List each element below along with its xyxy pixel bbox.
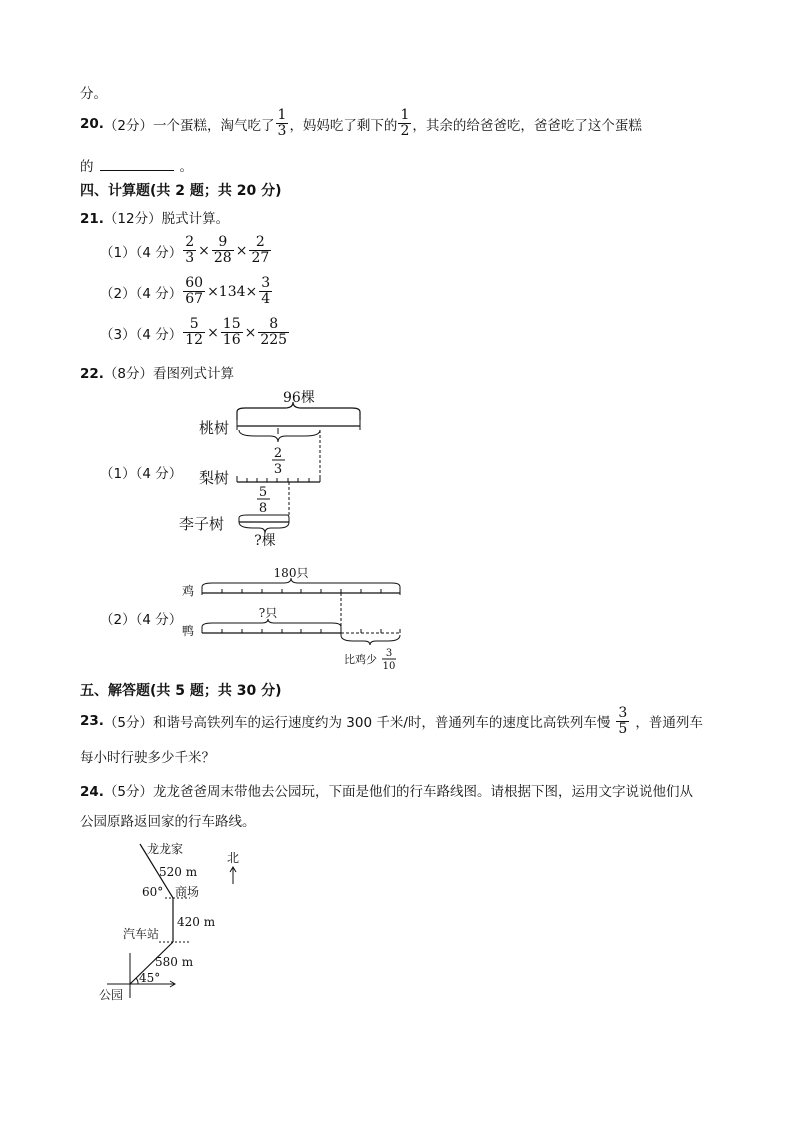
q21-item-2-middle: ×134× (207, 283, 258, 300)
q20-fraction-2: $\frac{1}{2}$ (400, 107, 410, 139)
chicken-total-label: 180只 (273, 566, 309, 580)
q20-text-4: 的 (80, 159, 94, 175)
q22-part-1-label: （1）（4 分） (100, 466, 183, 482)
q21-item-1 (100, 235, 272, 266)
q21-item-2 (100, 276, 273, 307)
duck-unknown-label: ?只 (258, 606, 278, 620)
q20-line-2 (80, 155, 193, 175)
question-21 (80, 207, 229, 227)
question-20 (80, 108, 642, 139)
angle-45-arc (136, 978, 138, 984)
q24-number: 24. (80, 784, 104, 800)
times-sign: × (244, 324, 257, 341)
q19-tail: 分。 (80, 86, 107, 102)
times-sign: × (198, 242, 210, 259)
q21-text: 脱式计算。 (161, 211, 230, 227)
mall-label: 商场 (175, 885, 200, 899)
home-label: 龙龙家 (147, 842, 184, 856)
q20-text-2: ，妈妈吃了剩下的 (289, 117, 398, 134)
less-brace (341, 635, 400, 645)
times-sign: × (207, 324, 219, 341)
q21-item-3 (100, 317, 290, 348)
q20-score: （2分） (103, 117, 154, 134)
peach-sub-brace (239, 430, 320, 442)
q22-part-2-label: （2）（4 分） (100, 612, 183, 628)
q21-item-1-frac-2: $\frac{9}{28}$ (213, 234, 232, 266)
q22-score: （8分） (103, 366, 154, 382)
distance-station-park: 580 m (155, 955, 194, 969)
north-label: 北 (227, 851, 240, 865)
plum-unknown-label: ?棵 (254, 533, 276, 549)
q20-text-5: 。 (179, 159, 193, 175)
question-23 (80, 703, 703, 739)
duck-label: 鸭 (182, 624, 195, 638)
angle-45: 45° (139, 971, 161, 985)
q20-answer-blank[interactable] (100, 158, 174, 171)
q23-text-2: ，普通列车 (635, 715, 703, 731)
q21-item-1-frac-3: $\frac{2}{27}$ (251, 234, 270, 266)
q24-line-2: 公园原路返回家的行车路线。 (80, 814, 256, 830)
q23-fraction: $\frac{3}{5}$ (618, 704, 628, 737)
tree-diagram (175, 390, 375, 550)
duck-brace (202, 619, 341, 633)
chicken-duck-diagram (178, 565, 408, 675)
q21-item-1-frac-1: $\frac{2}{3}$ (185, 234, 195, 266)
frac-three-tenths-num: 3 (385, 648, 393, 659)
q21-item-1-label: （1）（4 分） (100, 244, 183, 261)
q22-number: 22. (80, 366, 104, 382)
q20-fraction-1: $\frac{1}{3}$ (277, 107, 287, 139)
frac-three-tenths-den: 10 (382, 661, 396, 672)
q21-item-3-frac-2: $\frac{15}{16}$ (222, 316, 241, 348)
station-label: 汽车站 (123, 927, 160, 941)
frac-two-thirds-den: 3 (273, 462, 283, 477)
q21-item-2-frac-3: $\frac{3}{4}$ (261, 275, 271, 307)
peach-total-label: 96棵 (283, 390, 315, 406)
pear-label: 梨树 (199, 469, 230, 487)
section-5-title: 五、解答题(共 5 题；共 30 分) (80, 683, 282, 699)
question-22 (80, 362, 234, 382)
q23-number: 23. (80, 713, 104, 729)
q23-text-1: 和谐号高铁列车的运行速度约为 300 千米/时，普通列车的速度比高铁列车慢 (153, 715, 611, 731)
q21-item-3-label: （3）（4 分） (100, 326, 183, 343)
q23-score: （5分） (103, 715, 154, 731)
q21-item-3-frac-1: $\frac{5}{12}$ (185, 316, 204, 348)
q21-score: （12分） (103, 211, 162, 227)
q23-line-2: 每小时行驶多少千米？ (80, 750, 215, 766)
distance-mall-station: 420 m (177, 915, 216, 929)
route-map (95, 838, 265, 1008)
q20-number: 20. (80, 115, 104, 132)
q24-text-1: 龙龙爸爸周末带他去公园玩，下面是他们的行车路线图。请根据下图，运用文字说说他们从 (153, 784, 694, 800)
section-4-title: 四、计算题(共 2 题；共 20 分) (80, 183, 282, 199)
q20-text-1: 一个蛋糕，淘气吃了 (153, 117, 275, 134)
distance-home-mall: 520 m (159, 865, 198, 879)
chicken-label: 鸡 (182, 584, 195, 598)
q21-number: 21. (80, 211, 104, 227)
times-sign: × (235, 242, 248, 259)
less-label: 比鸡少 (344, 653, 377, 666)
q21-item-2-frac-1: $\frac{60}{67}$ (185, 275, 204, 307)
plum-label: 李子树 (179, 515, 225, 533)
plum-brace (239, 515, 289, 522)
angle-60: 60° (142, 885, 164, 899)
park-label: 公园 (99, 988, 124, 1002)
plum-under-brace (239, 522, 289, 533)
frac-two-thirds-num: 2 (273, 446, 283, 461)
frac-five-eighths-num: 5 (258, 485, 268, 500)
q20-text-3: ，其余的给爸爸吃，爸爸吃了这个蛋糕 (412, 117, 642, 134)
q21-item-3-frac-3: $\frac{8}{225}$ (260, 316, 288, 348)
question-24 (80, 780, 693, 800)
q22-text: 看图列式计算 (153, 366, 235, 382)
peach-label: 桃树 (199, 419, 230, 437)
frac-five-eighths-den: 8 (258, 501, 268, 516)
q24-score: （5分） (103, 784, 154, 800)
q21-item-2-label: （2）（4 分） (100, 285, 183, 302)
